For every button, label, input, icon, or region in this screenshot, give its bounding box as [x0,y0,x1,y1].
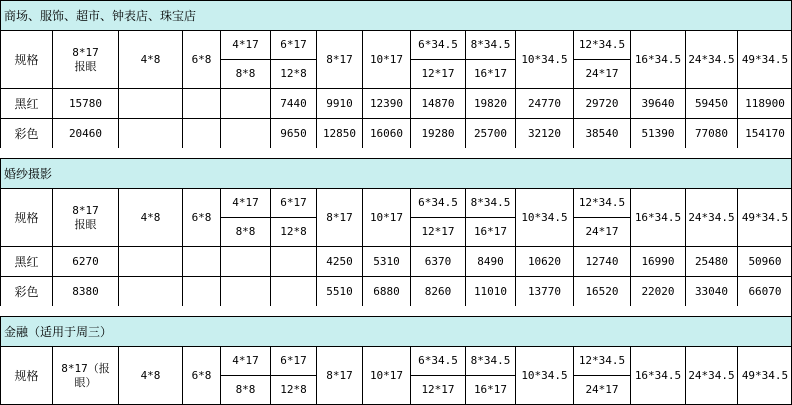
spec-header: 10*17 [362,188,410,246]
spec-header: 10*34.5 [515,188,573,246]
section-title: 婚纱摄影 [0,158,792,188]
spec-header-bottom: 24*17 [573,375,630,404]
price-cell: 6370 [410,246,465,276]
section-title: 商场、服饰、超市、钟表店、珠宝店 [0,0,792,30]
spec-header-top: 12*34.5 [573,30,630,59]
price-cell: 154170 [737,118,792,148]
spec-header-bottom: 12*17 [410,217,465,246]
price-cell [270,276,316,306]
spec-header-top: 6*34.5 [410,346,465,375]
row-label: 黑红 [0,246,52,276]
spec-header-bottom: 12*8 [270,375,316,404]
price-cell: 13770 [515,276,573,306]
spec-header-bottom: 8*8 [220,375,270,404]
row-label: 彩色 [0,118,52,148]
spec-label: 规格 [0,30,52,88]
price-cell: 24770 [515,88,573,118]
price-cell [118,88,182,118]
spec-header-top: 6*17 [270,346,316,375]
spec-header: 6*8 [182,30,220,88]
spec-header: 10*17 [362,346,410,404]
price-cell: 8490 [465,246,515,276]
spec-header-top: 8*34.5 [465,346,515,375]
price-cell: 10620 [515,246,573,276]
price-cell [118,118,182,148]
price-cell: 51390 [630,118,685,148]
price-cell [220,88,270,118]
spec-header: 24*34.5 [685,346,737,404]
price-cell [182,246,220,276]
spec-header-top: 4*17 [220,346,270,375]
price-cell: 12390 [362,88,410,118]
spec-header-top: 12*34.5 [573,346,630,375]
price-cell: 16520 [573,276,630,306]
price-cell: 6270 [52,246,118,276]
spec-header-bottom: 12*8 [270,217,316,246]
spec-header-top: 12*34.5 [573,188,630,217]
spec-label: 规格 [0,346,52,404]
price-cell: 7440 [270,88,316,118]
price-cell: 38540 [573,118,630,148]
spec-header-bottom: 12*17 [410,59,465,88]
spec-header: 8*17 报眼 [52,30,118,88]
price-cell: 5310 [362,246,410,276]
price-cell [182,276,220,306]
price-cell: 14870 [410,88,465,118]
price-cell: 118900 [737,88,792,118]
price-cell [220,276,270,306]
price-cell: 16990 [630,246,685,276]
price-cell: 22020 [630,276,685,306]
price-cell: 15780 [52,88,118,118]
section-title: 金融（适用于周三） [0,316,792,346]
spec-header: 10*34.5 [515,30,573,88]
price-cell: 12850 [316,118,362,148]
price-cell: 29720 [573,88,630,118]
spec-header: 6*8 [182,346,220,404]
row-label: 彩色 [0,276,52,306]
price-cell: 11010 [465,276,515,306]
price-cell [270,246,316,276]
spec-header: 49*34.5 [737,188,792,246]
price-cell: 59450 [685,88,737,118]
spec-header: 49*34.5 [737,346,792,404]
spec-header: 24*34.5 [685,30,737,88]
spec-header: 8*17 报眼 [52,188,118,246]
price-cell: 16060 [362,118,410,148]
price-cell [182,118,220,148]
spec-header: 4*8 [118,30,182,88]
price-cell: 8260 [410,276,465,306]
price-cell: 12740 [573,246,630,276]
price-cell [118,276,182,306]
spec-header-top: 8*34.5 [465,30,515,59]
price-cell: 50960 [737,246,792,276]
row-label: 黑红 [0,88,52,118]
spec-header-bottom: 12*8 [270,59,316,88]
spec-header: 16*34.5 [630,346,685,404]
spec-header: 24*34.5 [685,188,737,246]
spec-header: 4*8 [118,188,182,246]
spec-label: 规格 [0,188,52,246]
price-cell [220,246,270,276]
spec-header: 49*34.5 [737,30,792,88]
price-cell: 4250 [316,246,362,276]
spec-header: 4*8 [118,346,182,404]
price-cell [220,118,270,148]
price-cell: 9650 [270,118,316,148]
spec-header: 6*8 [182,188,220,246]
price-cell: 8380 [52,276,118,306]
price-cell: 39640 [630,88,685,118]
spec-header-bottom: 16*17 [465,59,515,88]
spec-header: 8*17 [316,346,362,404]
spec-header-top: 4*17 [220,30,270,59]
spec-header: 16*34.5 [630,188,685,246]
price-cell: 6880 [362,276,410,306]
spec-header-top: 6*34.5 [410,188,465,217]
price-cell: 66070 [737,276,792,306]
spec-header-top: 8*34.5 [465,188,515,217]
spec-header-top: 6*17 [270,188,316,217]
price-cell: 9910 [316,88,362,118]
spec-header: 8*17（报 眼） [52,346,118,404]
spec-header-bottom: 8*8 [220,217,270,246]
spec-header: 10*34.5 [515,346,573,404]
price-cell [118,246,182,276]
spec-header-bottom: 24*17 [573,59,630,88]
price-cell: 19820 [465,88,515,118]
price-cell: 5510 [316,276,362,306]
spec-header: 10*17 [362,30,410,88]
price-cell: 77080 [685,118,737,148]
spec-header-bottom: 24*17 [573,217,630,246]
spec-header-bottom: 12*17 [410,375,465,404]
price-cell: 25480 [685,246,737,276]
spec-header-bottom: 16*17 [465,375,515,404]
price-cell [182,88,220,118]
price-cell: 19280 [410,118,465,148]
price-cell: 33040 [685,276,737,306]
price-cell: 20460 [52,118,118,148]
spec-header: 8*17 [316,188,362,246]
spec-header-top: 6*17 [270,30,316,59]
spec-header: 8*17 [316,30,362,88]
spec-header-top: 4*17 [220,188,270,217]
spec-header-bottom: 16*17 [465,217,515,246]
price-cell: 32120 [515,118,573,148]
spec-header-top: 6*34.5 [410,30,465,59]
spec-header: 16*34.5 [630,30,685,88]
price-cell: 25700 [465,118,515,148]
spec-header-bottom: 8*8 [220,59,270,88]
